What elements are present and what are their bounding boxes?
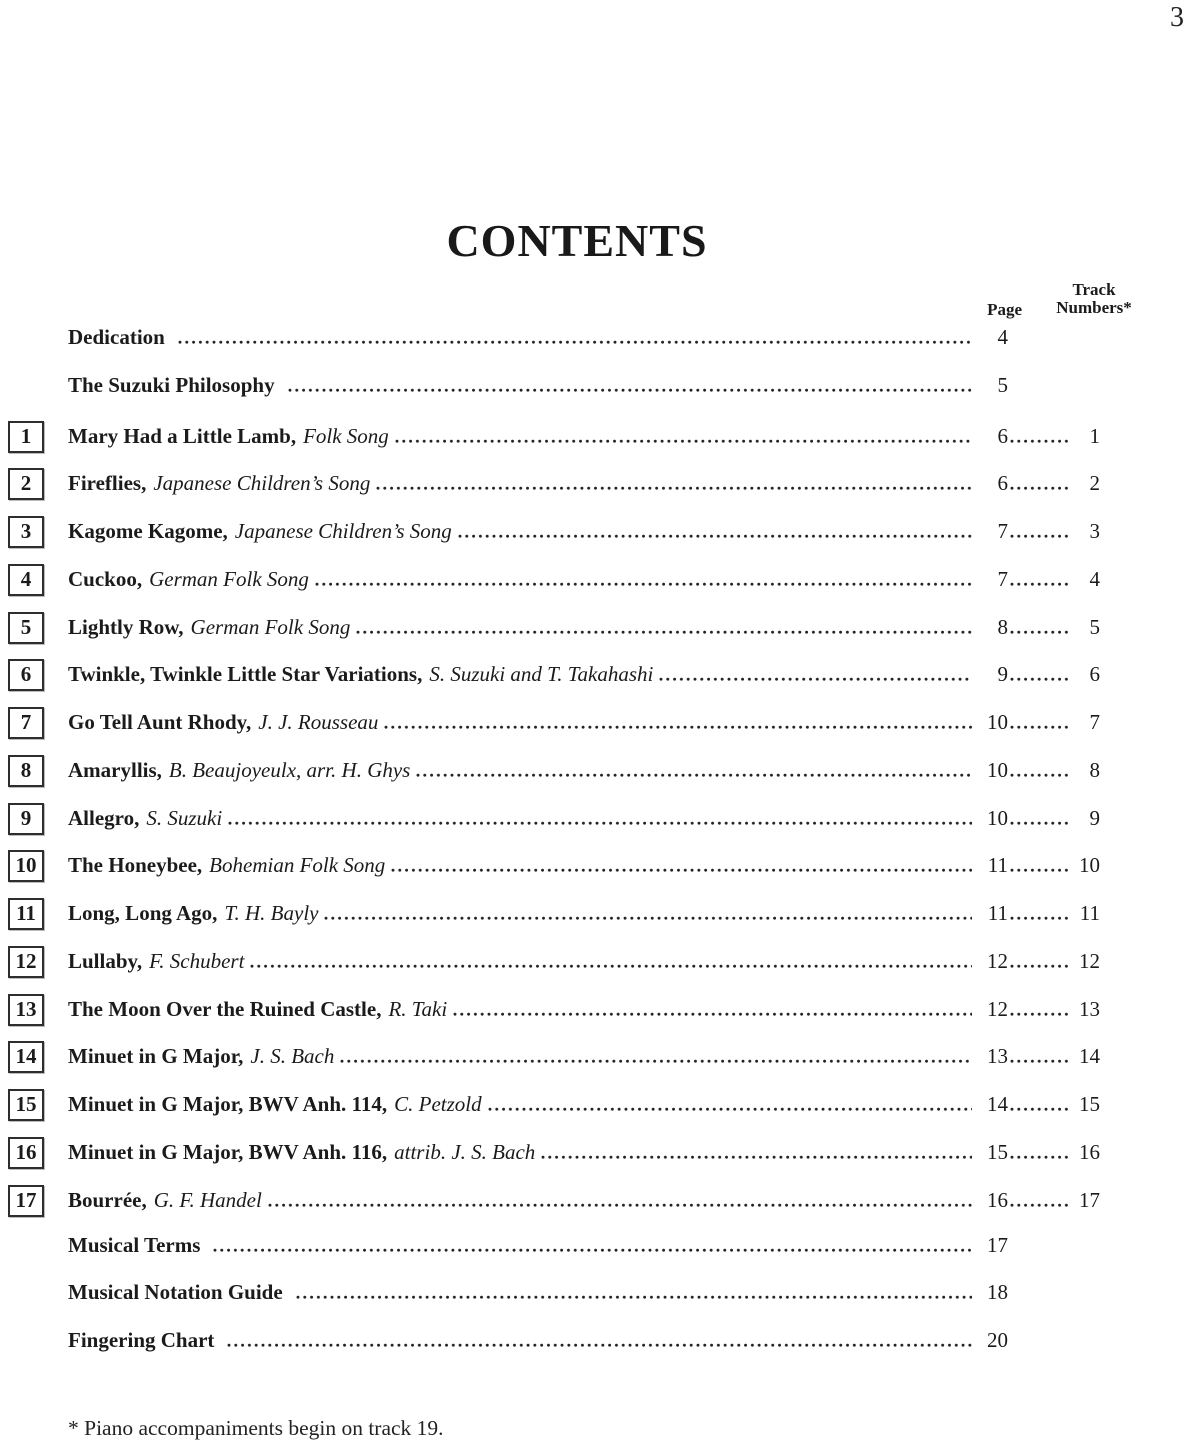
track-numbers-column-header [1044,281,1144,317]
number-column [8,516,68,548]
entry-composer: Japanese Children’s Song [153,471,371,496]
number-column [8,1185,68,1217]
entry-page-number: 12 [987,948,1008,973]
entry-page-number: 20 [987,1328,1008,1353]
dot-leader [384,725,972,729]
toc-row [8,983,1100,1031]
entry-composer: C. Petzold [394,1092,482,1117]
dot-leader [541,1155,972,1159]
entry-title: Allegro, [68,805,140,830]
entry-title: Lightly Row, [68,614,184,639]
toc-row [8,1078,1100,1126]
dot-leader [1010,916,1068,920]
number-column [8,612,68,644]
dot-leader [1010,486,1068,490]
dot-leader [488,1107,972,1111]
dot-leader [391,868,972,872]
entry-page-number: 10 [987,805,1008,830]
dot-leader [268,1203,972,1207]
entry-page-number: 11 [987,901,1008,926]
dot-leader [1010,964,1068,968]
entry-track-number: 9 [1089,805,1100,830]
entry-title: The Honeybee, [68,853,203,878]
entry-page-number: 6 [997,471,1008,496]
track-number-box: 9 [8,803,44,835]
toc-row [8,410,1100,458]
track-number-box: 1 [8,421,44,453]
track-number-box: 10 [8,850,44,882]
number-column [8,803,68,835]
toc-row [8,887,1100,935]
entry-title: Go Tell Aunt Rhody, [68,710,252,735]
track-header-line2: Numbers* [1056,298,1132,317]
entry-track-number: 4 [1089,566,1100,591]
toc-row [8,839,1100,887]
entry-track-number: 3 [1089,519,1100,544]
dot-leader [1010,1107,1068,1111]
entry-page-number: 10 [987,757,1008,782]
number-column [8,1137,68,1169]
toc-row [8,935,1100,983]
entry-track-number: 10 [1079,853,1100,878]
entry-title: Amaryllis, [68,757,162,782]
entry-track-number: 13 [1079,996,1100,1021]
entry-page-number: 6 [997,423,1008,448]
track-number-box: 12 [8,946,44,978]
entry-track-number: 2 [1089,471,1100,496]
entry-composer: F. Schubert [149,948,245,973]
entry-composer: J. S. Bach [250,1044,335,1069]
dot-leader [315,582,972,586]
number-column [8,755,68,787]
entry-title: Kagome Kagome, [68,519,228,544]
entry-title: Fingering Chart [68,1328,215,1353]
track-number-box: 11 [8,898,44,930]
entry-track-number: 12 [1079,948,1100,973]
track-number-box: 3 [8,516,44,548]
entry-composer: German Folk Song [149,566,309,591]
entry-page-number: 10 [987,710,1008,735]
entry-composer: Japanese Children’s Song [234,519,452,544]
entry-composer: Folk Song [303,423,389,448]
entry-title: The Suzuki Philosophy [68,372,275,397]
entry-page-number: 11 [987,853,1008,878]
number-column [8,946,68,978]
dot-leader [1010,725,1068,729]
track-number-box: 6 [8,659,44,691]
entry-title: Bourrée, [68,1187,147,1212]
entry-composer: B. Beaujoyeulx, arr. H. Ghys [168,757,411,782]
entry-composer: R. Taki [388,996,448,1021]
track-number-box: 17 [8,1185,44,1217]
toc-row [8,505,1100,553]
page-number: 3 [1170,2,1184,33]
entry-composer: German Folk Song [190,614,351,639]
entry-page-number: 7 [997,566,1008,591]
dot-leader [1010,677,1068,681]
entry-title: Musical Notation Guide [68,1280,283,1305]
number-column [8,1089,68,1121]
entry-page-number: 18 [987,1280,1008,1305]
toc-row [8,1174,1100,1222]
dot-leader [1010,1155,1068,1159]
track-number-box: 7 [8,707,44,739]
toc-row [8,1269,1100,1317]
number-column [8,659,68,691]
track-number-box: 15 [8,1089,44,1121]
entry-page-number: 17 [987,1232,1008,1257]
track-header-line1: Track [1072,280,1116,299]
track-number-box: 13 [8,994,44,1026]
entry-track-number: 5 [1089,614,1100,639]
entry-track-number: 1 [1089,423,1100,448]
entry-composer: J. J. Rousseau [258,710,379,735]
toc-row [8,1222,1100,1270]
dot-leader [296,1295,972,1299]
entry-composer: S. Suzuki and T. Takahashi [429,662,654,687]
entry-title: Minuet in G Major, BWV Anh. 114, [68,1092,388,1117]
dot-leader [395,439,972,443]
entry-composer: attrib. J. S. Bach [394,1140,536,1165]
toc-row [8,1126,1100,1174]
dot-leader [340,1059,972,1063]
entry-page-number: 5 [997,372,1008,397]
number-column [8,421,68,453]
entry-page-number: 4 [997,325,1008,349]
dot-leader [227,1343,972,1347]
number-column [8,707,68,739]
number-column [8,898,68,930]
track-number-box: 5 [8,612,44,644]
entry-composer: S. Suzuki [146,805,223,830]
number-column [8,850,68,882]
entry-track-number: 15 [1079,1092,1100,1117]
toc-row [8,744,1100,792]
track-number-box: 16 [8,1137,44,1169]
entry-title: The Moon Over the Ruined Castle, [68,996,382,1021]
page-column-header: Page [987,300,1022,319]
entry-track-number: 11 [1079,901,1100,926]
number-column [8,994,68,1026]
dot-leader [1010,439,1068,443]
dot-leader [178,340,972,344]
entry-title: Twinkle, Twinkle Little Star Variations, [68,662,423,687]
toc-row [8,314,1100,362]
toc-row [8,648,1100,696]
track-number-box: 8 [8,755,44,787]
entry-title: Minuet in G Major, [68,1044,244,1069]
entry-page-number: 7 [997,519,1008,544]
track-number-box: 2 [8,468,44,500]
dot-leader [1010,1059,1068,1063]
track-number-box: 14 [8,1041,44,1073]
contents-title: CONTENTS [446,215,708,266]
dot-leader [356,630,972,634]
entry-title: Dedication [68,325,165,349]
dot-leader [458,534,972,538]
footnote: * Piano accompaniments begin on track 19. [68,1416,444,1440]
track-number-box: 4 [8,564,44,596]
dot-leader [1010,630,1068,634]
entry-page-number: 16 [987,1187,1008,1212]
entry-track-number: 8 [1089,757,1100,782]
dot-leader [250,964,972,968]
dot-leader [288,388,972,392]
dot-leader [1010,582,1068,586]
entry-title: Cuckoo, [68,566,143,591]
toc-row [8,696,1100,744]
dot-leader [1010,821,1068,825]
entry-page-number: 15 [987,1140,1008,1165]
toc-list [8,314,1100,1365]
entry-title: Long, Long Ago, [68,901,218,926]
dot-leader [416,773,972,777]
dot-leader [213,1248,972,1252]
entry-track-number: 16 [1079,1140,1100,1165]
entry-page-number: 9 [997,662,1008,687]
dot-leader [453,1012,972,1016]
entry-page-number: 13 [987,1044,1008,1069]
toc-row [8,553,1100,601]
dot-leader [376,486,972,490]
entry-track-number: 6 [1089,662,1100,687]
entry-title: Fireflies, [68,471,147,496]
number-column [8,468,68,500]
dot-leader [324,916,972,920]
entry-page-number: 14 [987,1092,1008,1117]
toc-row [8,792,1100,840]
entry-page-number: 12 [987,996,1008,1021]
dot-leader [228,821,972,825]
dot-leader [1010,1203,1068,1207]
number-column [8,564,68,596]
entry-composer: Bohemian Folk Song [209,853,386,878]
entry-composer: G. F. Handel [153,1187,262,1212]
entry-track-number: 17 [1079,1187,1100,1212]
number-column [8,1041,68,1073]
dot-leader [1010,1012,1068,1016]
toc-row [8,1317,1100,1365]
entry-title: Mary Had a Little Lamb, [68,423,297,448]
dot-leader [1010,773,1068,777]
entry-title: Lullaby, [68,948,143,973]
entry-title: Musical Terms [68,1232,201,1257]
dot-leader [1010,534,1068,538]
entry-page-number: 8 [997,614,1008,639]
toc-row [8,362,1100,410]
entry-track-number: 14 [1079,1044,1100,1069]
toc-row [8,457,1100,505]
toc-row [8,1030,1100,1078]
entry-track-number: 7 [1089,710,1100,735]
dot-leader [1010,868,1068,872]
entry-title: Minuet in G Major, BWV Anh. 116, [68,1140,388,1165]
dot-leader [659,677,972,681]
toc-row [8,601,1100,649]
entry-composer: T. H. Bayly [224,901,319,926]
